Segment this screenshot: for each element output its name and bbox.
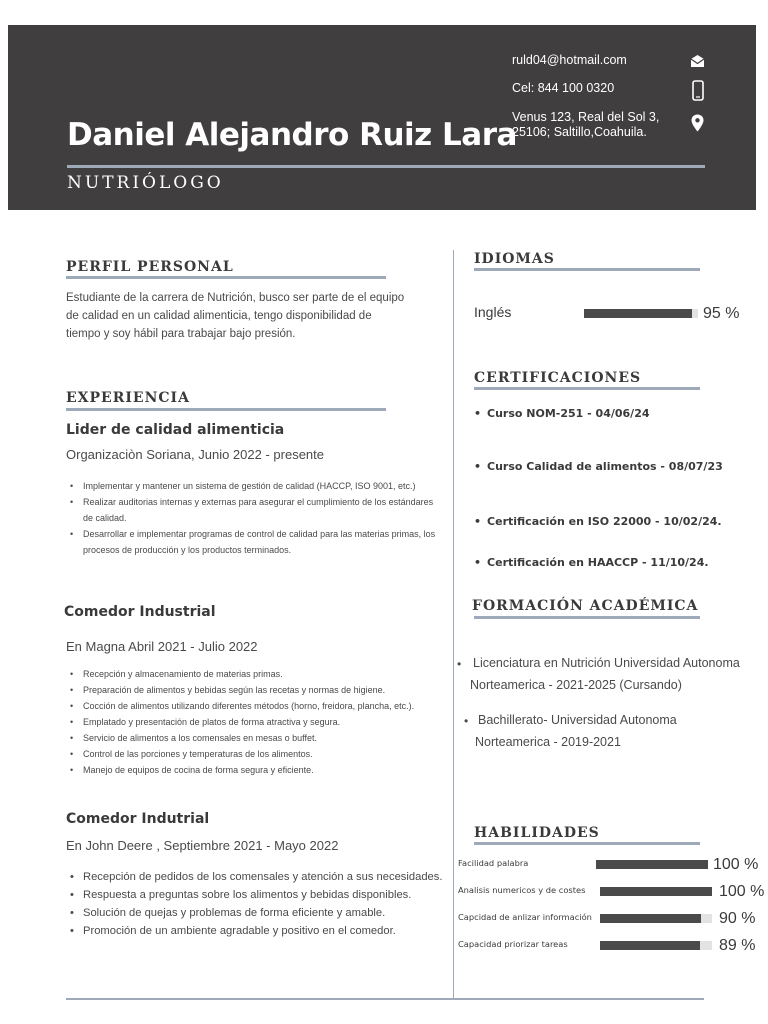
habilidades-rule [474,842,700,845]
list-item: • Realizar auditorias internas y externas para asegurar el cumplimiento de los estándares de calidad. [66,494,436,526]
phone-text: Cel: 844 100 0320 [512,81,615,95]
perfil-line: tiempo y soy hábil para trabajar bajo presión. [66,328,296,340]
skill-level-fill [600,941,700,950]
education-line: Norteamerica - 2021-2025 (Cursando) [470,678,682,692]
email-text: ruld04@hotmail.com [512,53,627,67]
perfil-rule [66,276,386,279]
experiencia-heading: EXPERIENCIA [66,390,190,406]
education-line: Norteamerica - 2019-2021 [475,735,621,749]
skill-level-bar [600,914,712,923]
location-pin-icon [691,114,704,132]
perfil-line: de calidad en un calidad alimenticia, tengo disponibilidad de [66,310,372,322]
language-label: Inglés [474,304,512,320]
list-item: • Servicio de alimentos a los comensales en mesas o buffet. [66,730,446,746]
job-2-bullets [66,666,446,778]
job-1-title: Lider de calidad alimenticia [66,422,285,438]
skill-label: Analisis numericos y de costes [458,885,586,895]
list-item: • Implementar y mantener un sistema de gestión de calidad (HACCP, ISO 9001, etc.) [66,478,436,494]
education-item [475,709,677,753]
job-3-bullets [66,868,446,940]
skill-level-fill [600,887,712,896]
list-item: • Recepción y almacenamiento de materias primas. [66,666,446,682]
certification-item: • Curso Calidad de alimentos - 08/07/23 [474,460,723,473]
address-text [512,110,659,140]
phone-icon [692,80,704,101]
language-percent: 95 % [703,305,740,322]
skill-percent: 100 % [713,856,759,873]
education-line: Licenciatura en Nutrición Universidad Autonoma [473,656,740,670]
idiomas-rule [474,268,700,271]
skill-level-bar [596,860,708,869]
bullet-icon: • [457,657,462,671]
language-level-fill [584,309,692,318]
perfil-heading: PERFIL PERSONAL [66,259,234,275]
job-3-subtitle: En John Deere , Septiembre 2021 - Mayo 2022 [66,838,339,853]
list-item: • Desarrollar e implementar programas de control de calidad para las materias primas, los procesos de producción y los productos terminados. [66,526,436,558]
list-item: • Cocción de alimentos utilizando diferentes métodos (horno, freidora, plancha, etc.). [66,698,446,714]
skill-level-fill [596,860,708,869]
experiencia-rule [66,408,386,411]
header-divider [67,165,705,168]
skill-percent: 100 % [719,883,765,900]
habilidades-heading: HABILIDADES [474,825,600,841]
job-1-bullets [66,478,436,558]
education-item [470,652,740,696]
list-item: • Solución de quejas y problemas de forma eficiente y amable. [66,904,446,922]
certification-item: • Certificación en ISO 22000 - 10/02/24. [474,515,722,528]
list-item: • Manejo de equipos de cocina de forma segura y eficiente. [66,762,446,778]
certificaciones-rule [474,387,700,390]
column-divider [453,250,454,1000]
skill-label: Facilidad palabra [458,858,529,868]
list-item: • Recepción de pedidos de los comensales y atención a sus necesidades. [66,868,446,886]
header-banner [8,25,756,210]
skill-level-bar [600,941,712,950]
address-line-2: 25106; Saltillo,Coahuila. [512,125,647,139]
envelope-icon [690,54,705,68]
skill-percent: 90 % [719,910,756,927]
skill-level-bar [600,887,712,896]
list-item: • Preparación de alimentos y bebidas según las recetas y normas de higiene. [66,682,446,698]
job-2-subtitle: En Magna Abril 2021 - Julio 2022 [66,639,258,654]
list-item: • Promoción de un ambiente agradable y positivo en el comedor. [66,922,446,940]
education-line: Bachillerato- Universidad Autonoma [478,713,677,727]
bullet-icon: • [464,714,469,728]
idiomas-heading: IDIOMAS [474,251,555,267]
skill-percent: 89 % [719,937,756,954]
formacion-heading: FORMACIÓN ACADÉMICA [472,598,699,614]
certification-item: • Certificación en HAACCP - 11/10/24. [474,556,709,569]
candidate-name: Daniel Alejandro Ruiz Lara [67,117,517,153]
perfil-paragraph [66,289,404,343]
certification-item: • Curso NOM-251 - 04/06/24 [474,407,650,420]
list-item: • Control de las porciones y temperaturas de los alimentos. [66,746,446,762]
list-item: • Emplatado y presentación de platos de forma atractiva y segura. [66,714,446,730]
address-line-1: Venus 123, Real del Sol 3, [512,110,660,124]
job-2-title: Comedor Industrial [64,604,216,620]
skill-label: Capcidad de anlizar información [458,912,592,922]
skill-level-fill [600,914,701,923]
job-3-title: Comedor Indutrial [66,811,210,827]
language-level-bar [584,309,698,318]
certificaciones-heading: CERTIFICACIONES [474,370,642,386]
perfil-line: Estudiante de la carrera de Nutrición, busco ser parte de el equipo [66,292,405,304]
skill-label: Capacidad priorizar tareas [458,939,568,949]
bottom-divider [66,998,704,1000]
formacion-rule [474,616,700,619]
list-item: • Respuesta a preguntas sobre los alimentos y bebidas disponibles. [66,886,446,904]
job-1-subtitle: Organizaciòn Soriana, Junio 2022 - presente [66,447,324,462]
job-title-heading: NUTRIÓLOGO [67,173,224,193]
